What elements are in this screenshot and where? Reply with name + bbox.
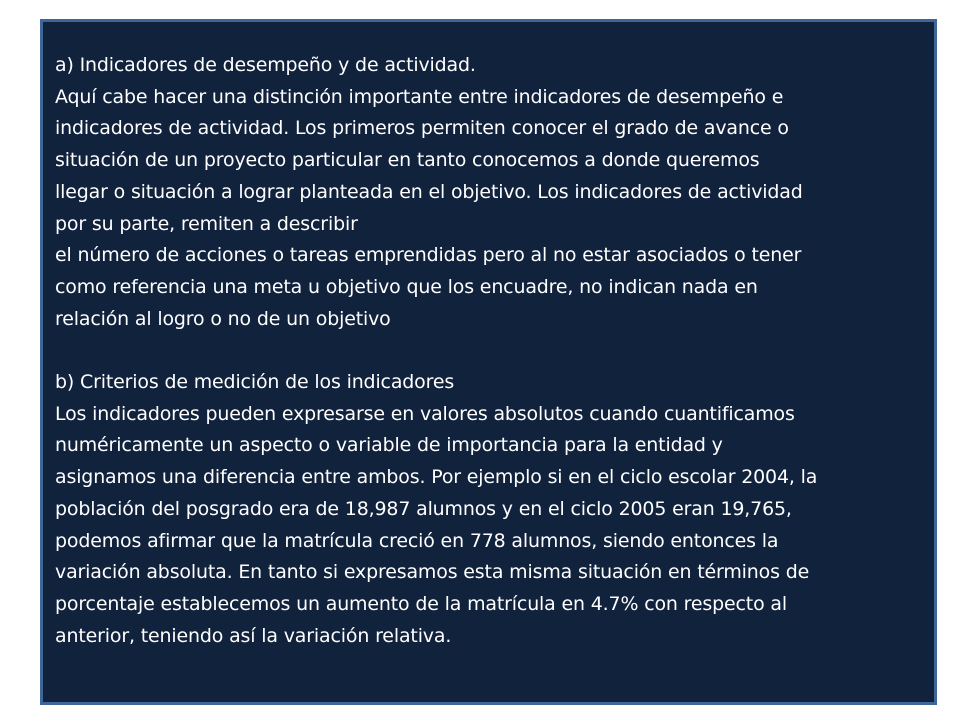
slide-text-body (55, 50, 925, 652)
section-b-line: podemos afirmar que la matrícula creció en 778 alumnos, siendo entonces la (55, 529, 779, 552)
section-a-line: el número de acciones o tareas emprendidas pero al no estar asociados o tener (55, 244, 802, 267)
section-a-line: situación de un proyecto particular en tanto conocemos a donde queremos (55, 149, 760, 172)
slide-frame (40, 19, 937, 705)
paragraph-spacer (55, 335, 925, 367)
section-a-line: llegar o situación a lograr planteada en el objetivo. Los indicadores de actividad (55, 180, 803, 203)
section-b-line: porcentaje establecemos un aumento de la matrícula en 4.7% con respecto al (55, 592, 788, 615)
section-a-line: indicadores de actividad. Los primeros permiten conocer el grado de avance o (55, 117, 789, 140)
section-b-line: variación absoluta. En tanto si expresamos esta misma situación en términos de (55, 561, 810, 584)
section-a-line: por su parte, remiten a describir (55, 212, 358, 235)
section-b-line: población del posgrado era de 18,987 alumnos y en el ciclo 2005 eran 19,765, (55, 497, 792, 520)
section-b-heading: b) Criterios de medición de los indicadores (55, 371, 455, 394)
section-a-line: relación al logro o no de un objetivo (55, 307, 391, 330)
section-a-line: como referencia una meta u objetivo que los encuadre, no indican nada en (55, 275, 758, 298)
section-b-line: asignamos una diferencia entre ambos. Por ejemplo si en el ciclo escolar 2004, la (55, 466, 818, 489)
section-b-line: Los indicadores pueden expresarse en valores absolutos cuando cuantificamos (55, 402, 795, 425)
section-b-line: anterior, teniendo así la variación relativa. (55, 624, 452, 647)
section-a-line: Aquí cabe hacer una distinción importante entre indicadores de desempeño e (55, 85, 784, 108)
section-a-heading: a) Indicadores de desempeño y de actividad. (55, 54, 476, 76)
section-b-line: numéricamente un aspecto o variable de importancia para la entidad y (55, 434, 723, 457)
